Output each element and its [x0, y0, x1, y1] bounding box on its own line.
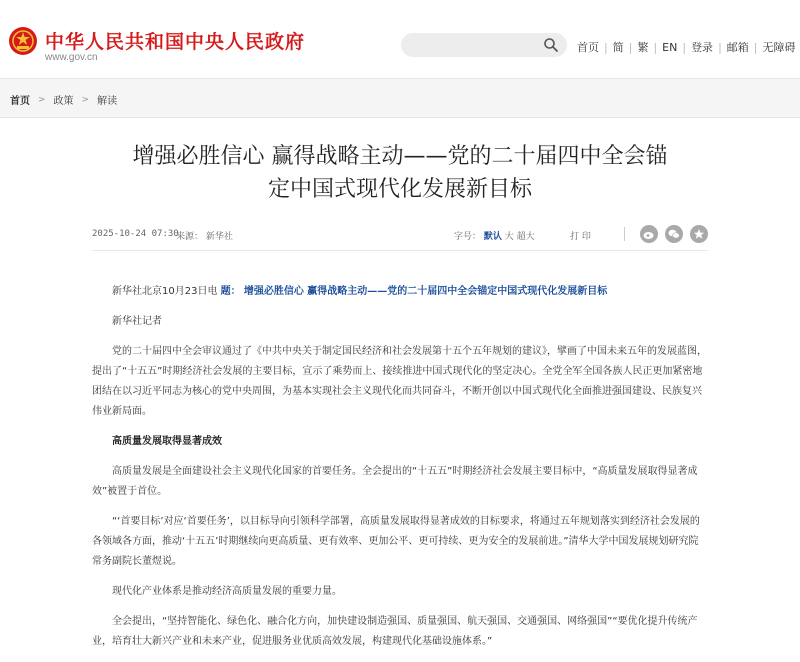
- paragraph: 现代化产业体系是推动经济高质量发展的重要力量。: [112, 586, 342, 597]
- paragraph: 全会提出，“坚持智能化、绿色化、融合化方向，加快建设制造强国、质量强国、航天强国、交通强国、网络强国”“要优化提升传统产业，培育壮大新兴产业和未来产业，促进服务业优质高效发展，构建现代化基础设施体系。”: [92, 616, 698, 647]
- weibo-icon[interactable]: [640, 225, 658, 243]
- nav-accessibility[interactable]: 无障碍: [762, 41, 796, 54]
- article-title: [90, 140, 710, 206]
- paragraph: “‘首要目标’对应‘首要任务’，以目标导向引领科学部署，高质量发展取得显著成效的目标要求，将通过五年规划落实到经济社会发展的各领域各方面，推动‘十五五’时期继续向更高质量、更有效率、更加公平、更可持续、更为安全的发展前进。”清华大学中国发展规划研究院常务副院长董煜说。: [92, 516, 700, 567]
- paragraph: 高质量发展是全面建设社会主义现代化国家的首要任务。全会提出的“十五五”时期经济社会发展主要目标中，“高质量发展取得显著成效”被置于首位。: [92, 466, 698, 497]
- search-icon[interactable]: [543, 37, 559, 53]
- dateline: 新华社北京10月23日电: [112, 286, 218, 297]
- site-name[interactable]: 中华人民共和国中央人民政府: [45, 31, 306, 53]
- article-lead: [92, 282, 708, 302]
- lead-title: 增强必胜信心 赢得战略主动——党的二十届四中全会锚定中国式现代化发展新目标: [243, 286, 608, 297]
- nav-home[interactable]: 首页: [577, 41, 599, 54]
- font-size-xlarge[interactable]: 超大: [516, 232, 535, 242]
- paragraph: 党的二十届四中全会审议通过了《中共中央关于制定国民经济和社会发展第十五个五年规划的建议》，擘画了中国未来五年的发展蓝图，提出了“十五五”时期经济社会发展的主要目标，宣示了乘势而上、接续推进中国式现代化的坚定决心。全党全军全国各族人民正更加紧密地团结在以习近平同志为核心的党中央周围，为基本实现社会主义现代化而共同奋斗，不断开创以中国式现代化全面推进强国建设、民族复兴伟业新局面。: [92, 346, 707, 417]
- article-body: [92, 282, 708, 662]
- chevron-right-icon: >: [81, 94, 90, 105]
- nav-login[interactable]: 登录: [691, 41, 714, 54]
- article-meta: [92, 227, 708, 243]
- font-size-control: [454, 229, 535, 242]
- article-source: 来源： 新华社: [176, 232, 233, 242]
- font-size-default[interactable]: 默认: [483, 232, 502, 242]
- site-header: [0, 0, 800, 78]
- nav-traditional[interactable]: 繁: [637, 41, 649, 54]
- publish-date: 2025-10-24 07:30: [92, 229, 179, 239]
- nav-simplified[interactable]: 简: [612, 41, 624, 54]
- breadcrumb-home[interactable]: 首页: [10, 96, 30, 107]
- nav-english[interactable]: EN: [662, 40, 678, 54]
- byline: 新华社记者: [112, 316, 162, 327]
- national-emblem-icon[interactable]: [8, 26, 38, 56]
- breadcrumb-policy[interactable]: 政策: [53, 96, 74, 107]
- site-url: www.gov.cn: [45, 52, 98, 63]
- breadcrumb: [10, 92, 117, 107]
- search-input[interactable]: [401, 33, 567, 57]
- wechat-icon[interactable]: [665, 225, 683, 243]
- lead-label: 题：: [220, 286, 241, 297]
- nav-mail[interactable]: 邮箱: [726, 41, 749, 54]
- top-nav: 首页 | 简 | 繁 | EN | 登录 | 邮箱 | 无障碍: [577, 40, 796, 54]
- divider: [624, 227, 625, 241]
- breadcrumb-interpretation[interactable]: 解读: [97, 96, 118, 107]
- meta-divider: [92, 250, 708, 251]
- article-title-line-1: 增强必胜信心 赢得战略主动——党的二十届四中全会锚: [132, 144, 668, 169]
- breadcrumb-bar: [0, 78, 800, 118]
- section-heading: 高质量发展取得显著成效: [112, 436, 222, 447]
- font-size-label: 字号：: [454, 232, 482, 242]
- print-button[interactable]: 打 印: [570, 232, 591, 242]
- font-size-large[interactable]: 大: [504, 232, 514, 242]
- star-icon[interactable]: [690, 225, 708, 243]
- chevron-right-icon: >: [38, 94, 46, 105]
- article-title-line-2: 定中国式现代化发展新目标: [267, 177, 532, 202]
